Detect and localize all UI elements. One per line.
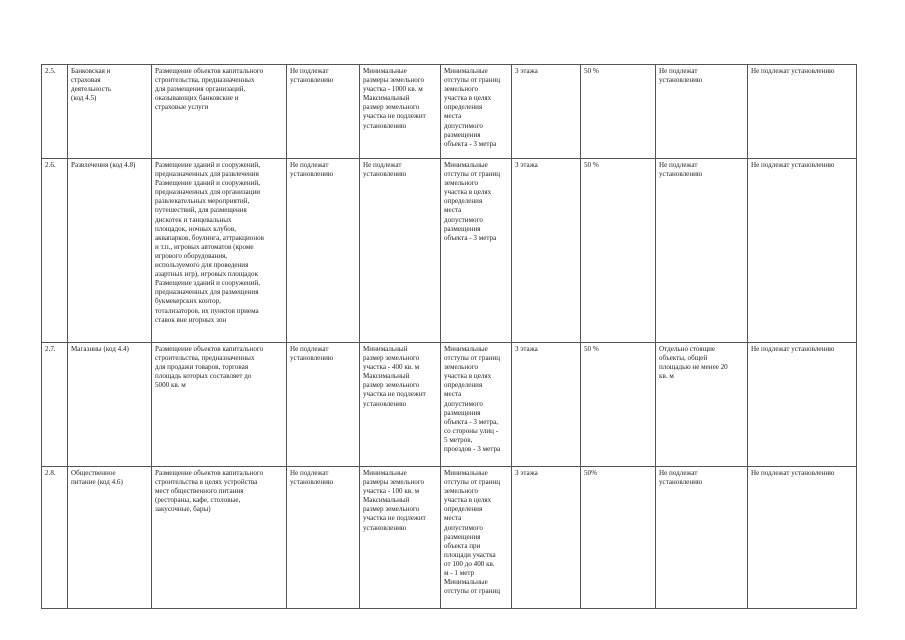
use-name-cell: Банковская и страховая деятельность (код 4.5): [68, 65, 152, 159]
plot-size-cell: Не подлежат установлению: [360, 159, 441, 343]
zoning-regulations-table: [41, 64, 857, 609]
plot-size-cell: Минимальный размер земельного участка - 400 кв. м Максимальный размер земельного участка не подлежит установлению: [360, 343, 441, 467]
table-row: [42, 343, 857, 467]
column-4-cell: Не подлежат установлению: [287, 65, 360, 159]
coverage-percent-cell: 50 %: [581, 343, 656, 467]
floors-cell: 3 этажа: [512, 159, 581, 343]
column-9-cell: Отдельно стоящие объекты, общей площадью не менее 20 кв. м: [656, 343, 748, 467]
floors-cell: 3 этажа: [512, 467, 581, 609]
table-row: [42, 467, 857, 609]
plot-size-cell: Минимальные размеры земельного участка - 1000 кв. м Максимальный размер земельного участка не подлежит установлению: [360, 65, 441, 159]
row-number-cell: 2.5.: [42, 65, 68, 159]
column-9-cell: Не подлежат установлению: [656, 65, 748, 159]
coverage-percent-cell: 50 %: [581, 65, 656, 159]
setbacks-cell: Минимальные отступы от границ земельного участка в целях определения места допустимого размещения объекта - 3 метра: [441, 159, 512, 343]
column-4-cell: Не подлежат установлению: [287, 343, 360, 467]
use-description-cell: Размещение зданий и сооружений, предназначенных для развлечения Размещение зданий и сооружений, предназначенных для организации развлекательных мероприятий, путешествий, для размещения дискотек и танцевальных площадок, ночных клубов, аквапарков, боулинга, аттракционов и т.п., игровых автоматов (кроме игрового оборудования, используемого для проведения азартных игр), игровых площадок Размещение зданий и сооружений, предназначенных для размещения букмекерских контор, тотализаторов, их пунктов приема ставок вне игорных зон: [152, 159, 287, 343]
column-9-cell: Не подлежат установлению: [656, 467, 748, 609]
row-number-cell: 2.6.: [42, 159, 68, 343]
table-row: [42, 65, 857, 159]
row-number-cell: 2.7.: [42, 343, 68, 467]
table-row: [42, 159, 857, 343]
use-description-cell: Размещение объектов капитального строительства, предназначенных для размещения организаций, оказывающих банковские и страховые услуги: [152, 65, 287, 159]
coverage-percent-cell: 50%: [581, 467, 656, 609]
setbacks-cell: Минимальные отступы от границ земельного участка в целях определения места допустимого размещения объекта - 3 метра: [441, 65, 512, 159]
column-9-cell: Не подлежат установлению: [656, 159, 748, 343]
floors-cell: 3 этажа: [512, 65, 581, 159]
column-4-cell: Не подлежат установлению: [287, 467, 360, 609]
column-4-cell: Не подлежат установлению: [287, 159, 360, 343]
column-10-cell: Не подлежат установлению: [748, 159, 857, 343]
setbacks-cell: Минимальные отступы от границ земельного участка в целях определения места допустимого размещения объекта при площади участка от 100 до 400 кв. м - 1 метр Минимальные отступы от границ: [441, 467, 512, 609]
use-description-cell: Размещение объектов капитального строительства в целях устройства мест общественного питания (рестораны, кафе, столовые, закусочные, бары): [152, 467, 287, 609]
row-number-cell: 2.8.: [42, 467, 68, 609]
column-10-cell: Не подлежат установлению: [748, 467, 857, 609]
floors-cell: 3 этажа: [512, 343, 581, 467]
plot-size-cell: Минимальные размеры земельного участка - 100 кв. м Максимальный размер земельного участка не подлежит установлению: [360, 467, 441, 609]
setbacks-cell: Минимальные отступы от границ земельного участка в целях определения места допустимого размещения объекта - 3 метра, со стороны улиц - 5 метров, проездов - 3 метра: [441, 343, 512, 467]
column-10-cell: Не подлежат установлению: [748, 343, 857, 467]
column-10-cell: Не подлежат установлению: [748, 65, 857, 159]
use-name-cell: Магазины (код 4.4): [68, 343, 152, 467]
use-description-cell: Размещение объектов капитального строительства, предназначенных для продажи товаров, торговая площадь которых составляет до 5000 кв. м: [152, 343, 287, 467]
use-name-cell: Развлечения (код 4.8): [68, 159, 152, 343]
coverage-percent-cell: 50 %: [581, 159, 656, 343]
use-name-cell: Общественное питание (код 4.6): [68, 467, 152, 609]
